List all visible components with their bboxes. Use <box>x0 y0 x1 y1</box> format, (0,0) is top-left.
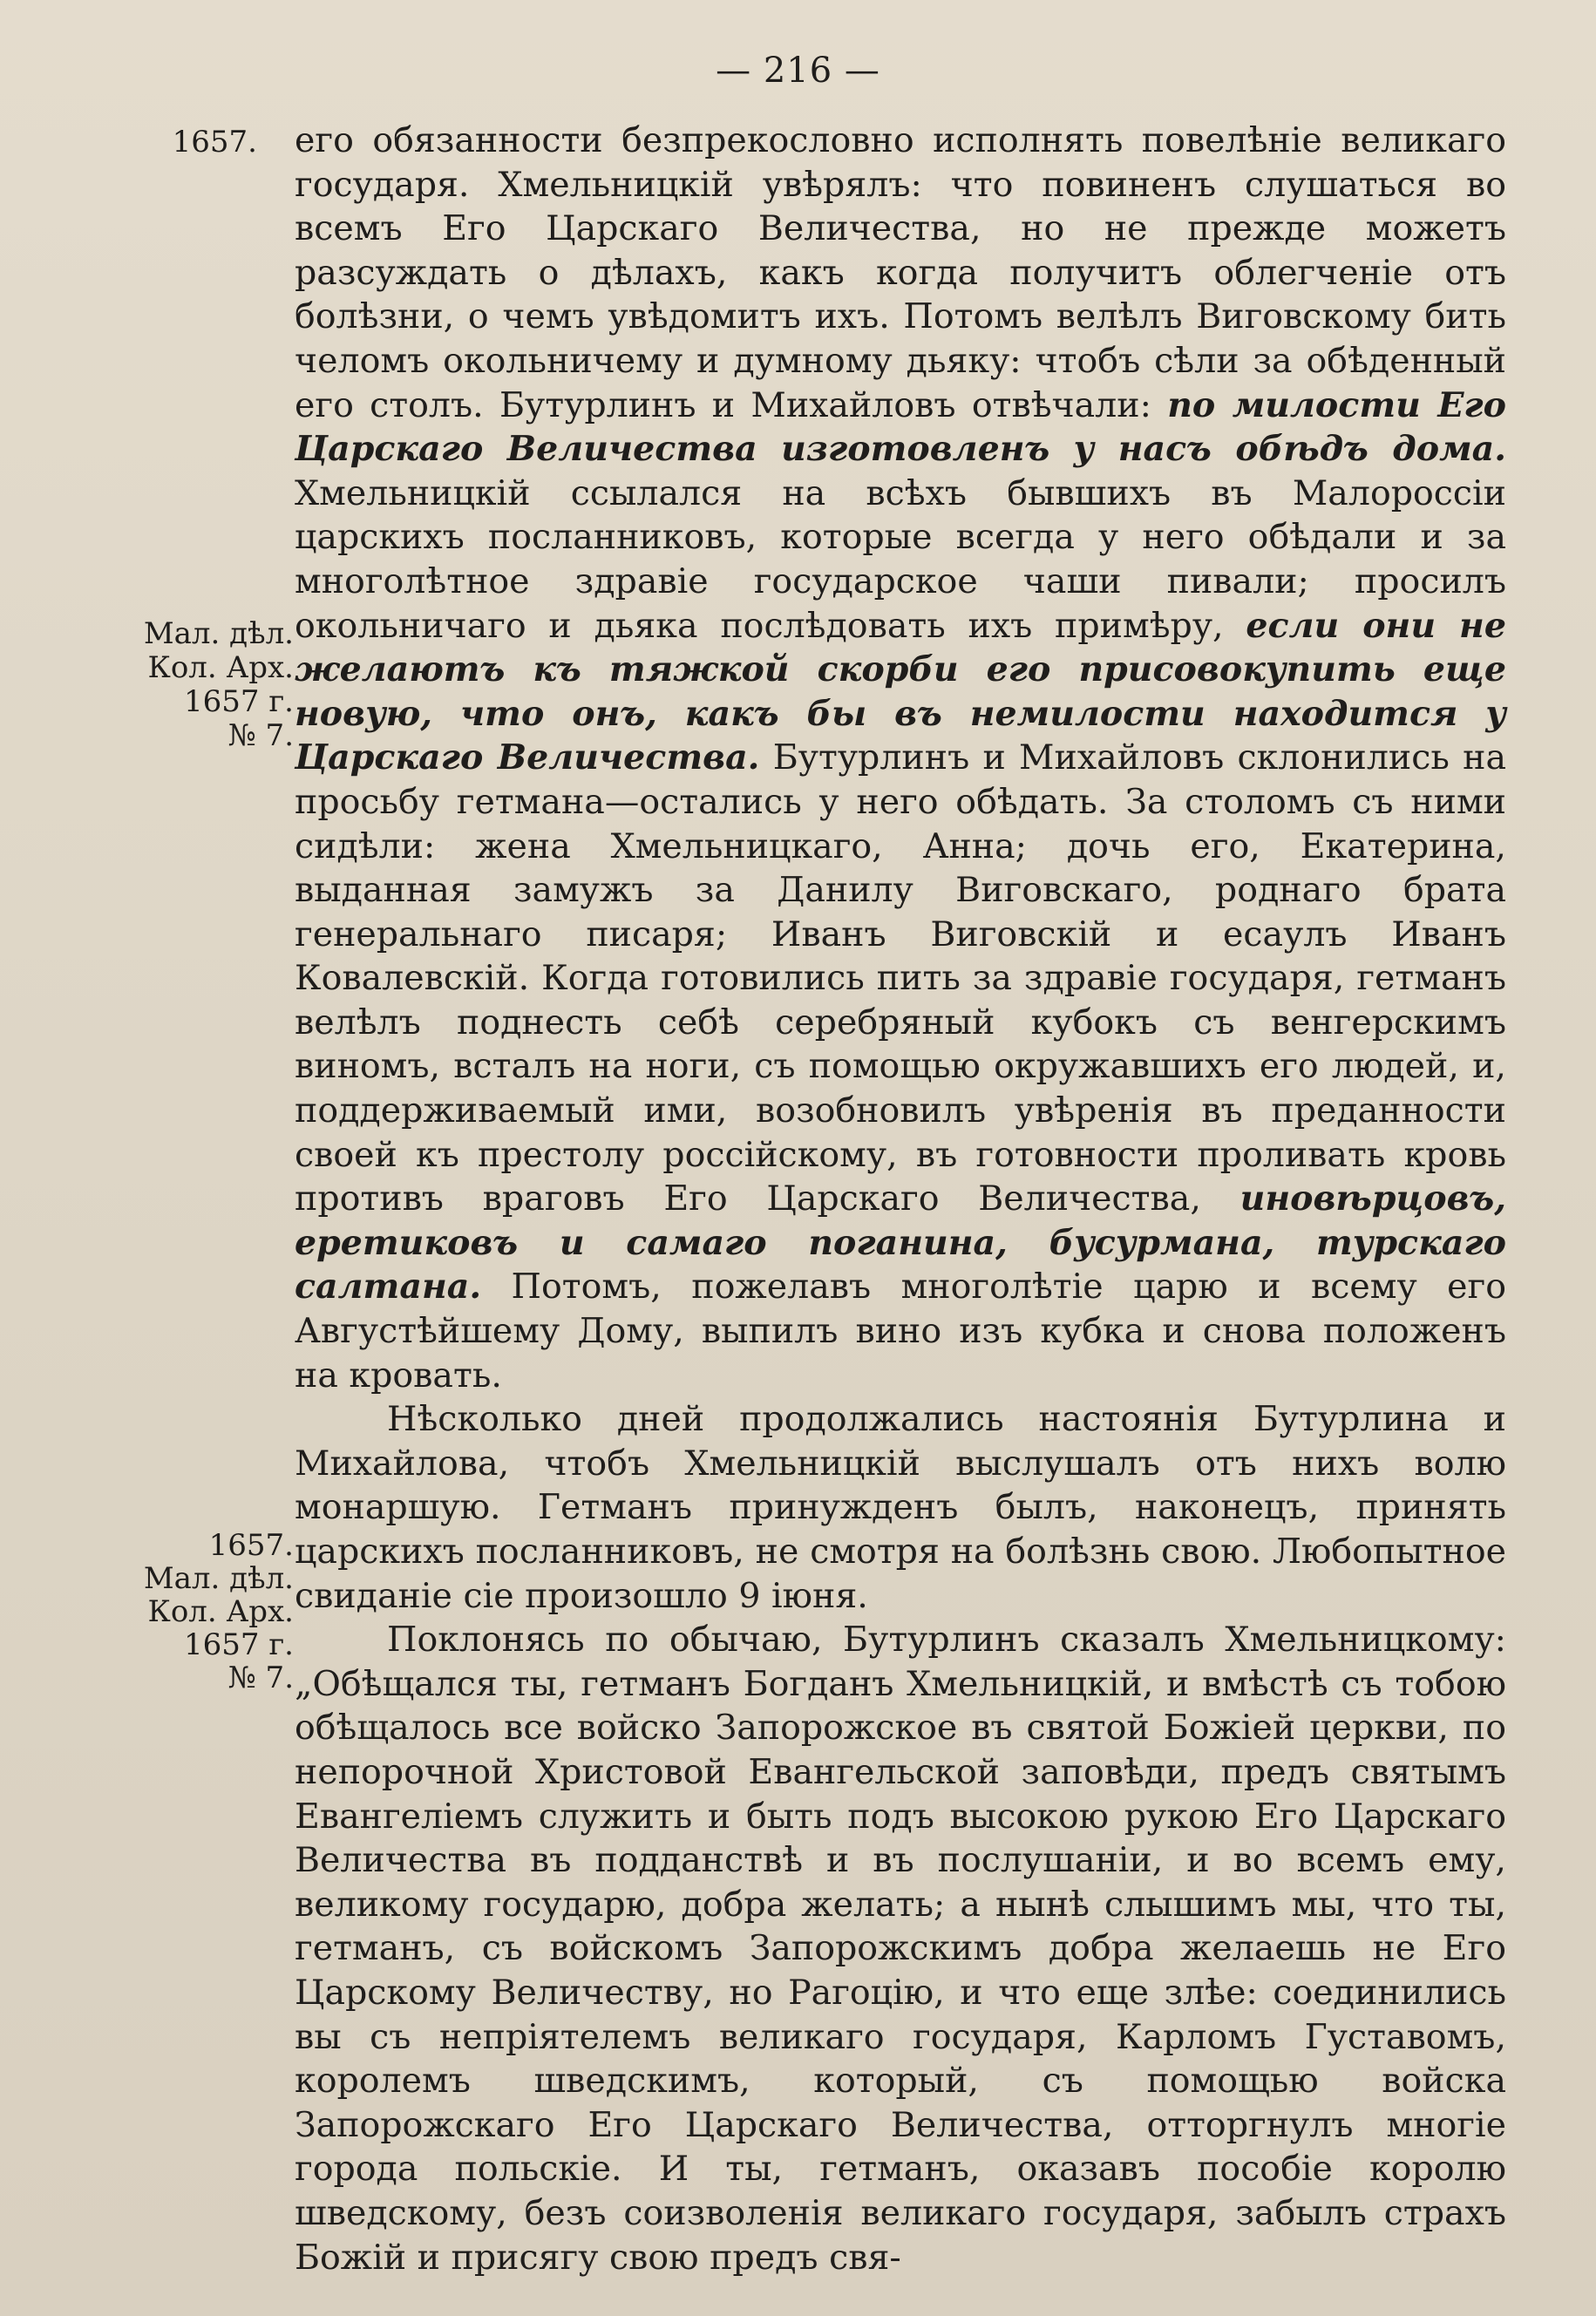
text-run: Бутурлинъ и Михайловъ склонились на просьбу гетмана—остались у него обѣдать. За столомъ съ ними сидѣли: жена Хмельницкаго, Анна; дочь его, Екатерина, выданная замужъ за Данилу Виговскаго, роднаго брата генеральнаго писаря; Иванъ Виговскій и есаулъ Иванъ Ковалевскій. Когда готовились пить за здравіе государя, гетманъ велѣлъ поднесть себѣ серебряный кубокъ съ венгерскимъ виномъ, всталъ на ноги, съ помощью окружавшихъ его людей, и, поддерживаемый ими, возобновилъ увѣренія въ преданности своей къ престолу россійскому, въ готовности проливать кровь противъ враговъ Его Царскаго Величества, <box>295 737 1506 1219</box>
page-number: — 216 — <box>716 51 880 91</box>
text-run: его обязанности безпрекословно исполнять повелѣніе великаго государя. Хмельницкій увѣрялъ: что повиненъ слушаться во всемъ Его Царскаго Величества, но не прежде можетъ разсуждать о дѣлахъ, какъ когда получитъ облегченіе отъ болѣзни, о чемъ увѣдомитъ ихъ. Потомъ велѣлъ Виговскому бить челомъ окольничему и думному дьяку: чтобъ сѣли за обѣденный его столъ. Бутурлинъ и Михайловъ отвѣчали: <box>295 120 1506 425</box>
margin-note-line: 1657. <box>172 125 257 160</box>
margin-note-line: Кол. Арх. <box>147 1594 294 1629</box>
italic-quote: если они не желаютъ къ тяжкой скорби его присовокупить еще новую, что онъ, какъ бы въ немилости находится у Царскаго Величества. <box>295 605 1506 778</box>
margin-note-line: 1657 г. <box>184 684 294 719</box>
margin-note-line: 1657. <box>208 1528 294 1563</box>
margin-note-year <box>78 120 257 164</box>
paragraph <box>295 119 1506 1397</box>
margin-note-line: Мал. дѣл. <box>143 1561 294 1596</box>
italic-quote: по милости Его Царскаго Величества изготовленъ у насъ обѣдъ дома. <box>295 384 1506 470</box>
paragraph: Нѣсколько дней продолжались настоянія Бутурлина и Михайлова, чтобъ Хмельницкій выслушалъ отъ нихъ волю монаршую. Гетманъ принужденъ былъ, наконецъ, принять царскихъ посланниковъ, не смотря на болѣзнь свою. Любопытное свиданіе сіе произошло 9 іюня. <box>295 1399 1506 1616</box>
margin-note-archive-ref-2 <box>115 1529 294 1695</box>
margin-note-line: Мал. дѣл. <box>143 616 294 651</box>
margin-note-archive-ref <box>115 617 294 753</box>
body-text <box>295 119 1506 2279</box>
margin-note-line: № 7. <box>228 1661 294 1695</box>
text-run: Хмельницкій ссылался на всѣхъ бывшихъ въ Малороссіи царскихъ посланниковъ, которые всегда у него обѣдали и за многолѣтное здравіе государское чаши пивали; просилъ окольничаго и дьяка послѣдовать ихъ примѣру, <box>295 472 1506 646</box>
text-run: Потомъ, пожелавъ многолѣтіе царю и всему его Августѣйшему Дому, выпилъ вино изъ кубка и снова положенъ на кровать. <box>295 1267 1506 1396</box>
italic-quote: иновѣрцовъ, еретиковъ и самаго поганина, бусурмана, турскаго салтана. <box>295 1178 1506 1307</box>
margin-note-line: Кол. Арх. <box>147 650 294 685</box>
margin-note-line: № 7. <box>228 718 294 753</box>
paragraph: Поклонясь по обычаю, Бутурлинъ сказалъ Хмельницкому: „Обѣщался ты, гетманъ Богданъ Хмельницкій, и вмѣстѣ съ тобою обѣщалось все войско Запорожское въ святой Божіей церкви, по непорочной Христовой Евангельской заповѣди, предъ святымъ Евангеліемъ служить и быть подъ высокою рукою Его Царскаго Величества въ подданствѣ и въ послушаніи, и во всемъ ему, великому государю, добра желать; а нынѣ слышимъ мы, что ты, гетманъ, съ войскомъ Запорожскимъ добра желаешь не Его Царскому Величеству, но Рагоцію, и что еще злѣе: соединились вы съ непріятелемъ великаго государя, Карломъ Густавомъ, королемъ шведскимъ, который, съ помощью войска Запорожскаго Его Царскаго Величества, отторгнулъ многіе города польскіе. И ты, гетманъ, оказавъ пособіе королю шведскому, безъ соизволенія великаго государя, забылъ страхъ Божій и присягу свою предъ свя- <box>295 1620 1506 2278</box>
margin-note-line: 1657 г. <box>184 1627 294 1662</box>
